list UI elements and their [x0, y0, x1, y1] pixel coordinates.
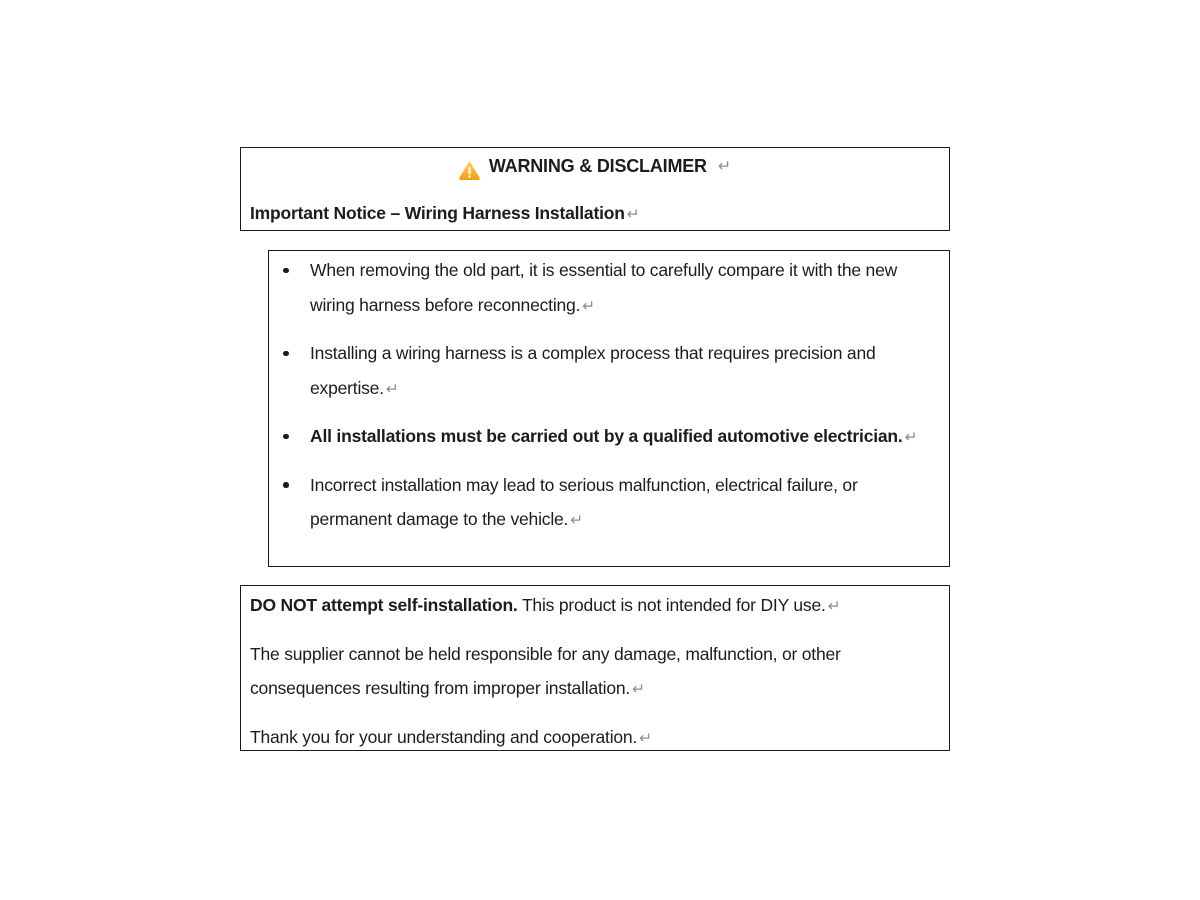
line-break-mark: ↵: [904, 428, 918, 446]
line-break-mark: ↵: [582, 296, 596, 315]
disclaimer-footer-box: [240, 585, 950, 751]
safety-bullet-box: [268, 250, 950, 567]
notice-subtitle: Important Notice – Wiring Harness Installation: [250, 203, 625, 223]
line-break-mark: ↵: [385, 379, 399, 398]
footer-text: Thank you for your understanding and cooperation.: [250, 726, 638, 747]
bullet-item: [269, 336, 943, 406]
warning-title: WARNING & DISCLAIMER: [488, 156, 707, 176]
warning-title-line: [250, 149, 940, 183]
notice-subtitle-line: [250, 196, 940, 231]
footer-paragraphs: [250, 588, 941, 755]
warning-triangle-icon: [459, 157, 480, 176]
line-break-mark: ↵: [827, 597, 841, 615]
bullet-text: When removing the old part, it is essential to carefully compare it with the new wiring harness before reconnecting.: [310, 260, 898, 315]
bullet-list: [269, 253, 943, 538]
line-break-mark: ↵: [639, 728, 653, 747]
bullet-text: Incorrect installation may lead to serious malfunction, electrical failure, or permanent damage to the vehicle.: [310, 474, 858, 529]
footer-paragraph: [250, 588, 941, 624]
line-break-mark: ↵: [626, 205, 640, 223]
line-break-mark: ↵: [632, 680, 645, 698]
bullet-item: [269, 253, 943, 323]
footer-bold-lead: DO NOT attempt self-installation.: [250, 595, 518, 615]
bullet-item: [269, 419, 943, 455]
warning-header-box: [240, 147, 950, 231]
footer-text: The supplier cannot be held responsible for any damage, malfunction, or other consequences resulting from improper installation.: [250, 643, 841, 698]
bullet-text: Installing a wiring harness is a complex process that requires precision and expertise.: [310, 343, 876, 398]
line-break-mark: ↵: [570, 511, 584, 529]
line-break-mark: ↵: [717, 156, 732, 175]
footer-paragraph: [250, 720, 941, 756]
bullet-text: All installations must be carried out by a qualified automotive electrician.: [310, 426, 903, 446]
bullet-item: [269, 468, 943, 538]
footer-paragraph: [250, 637, 941, 707]
footer-text: This product is not intended for DIY use.: [517, 595, 826, 615]
